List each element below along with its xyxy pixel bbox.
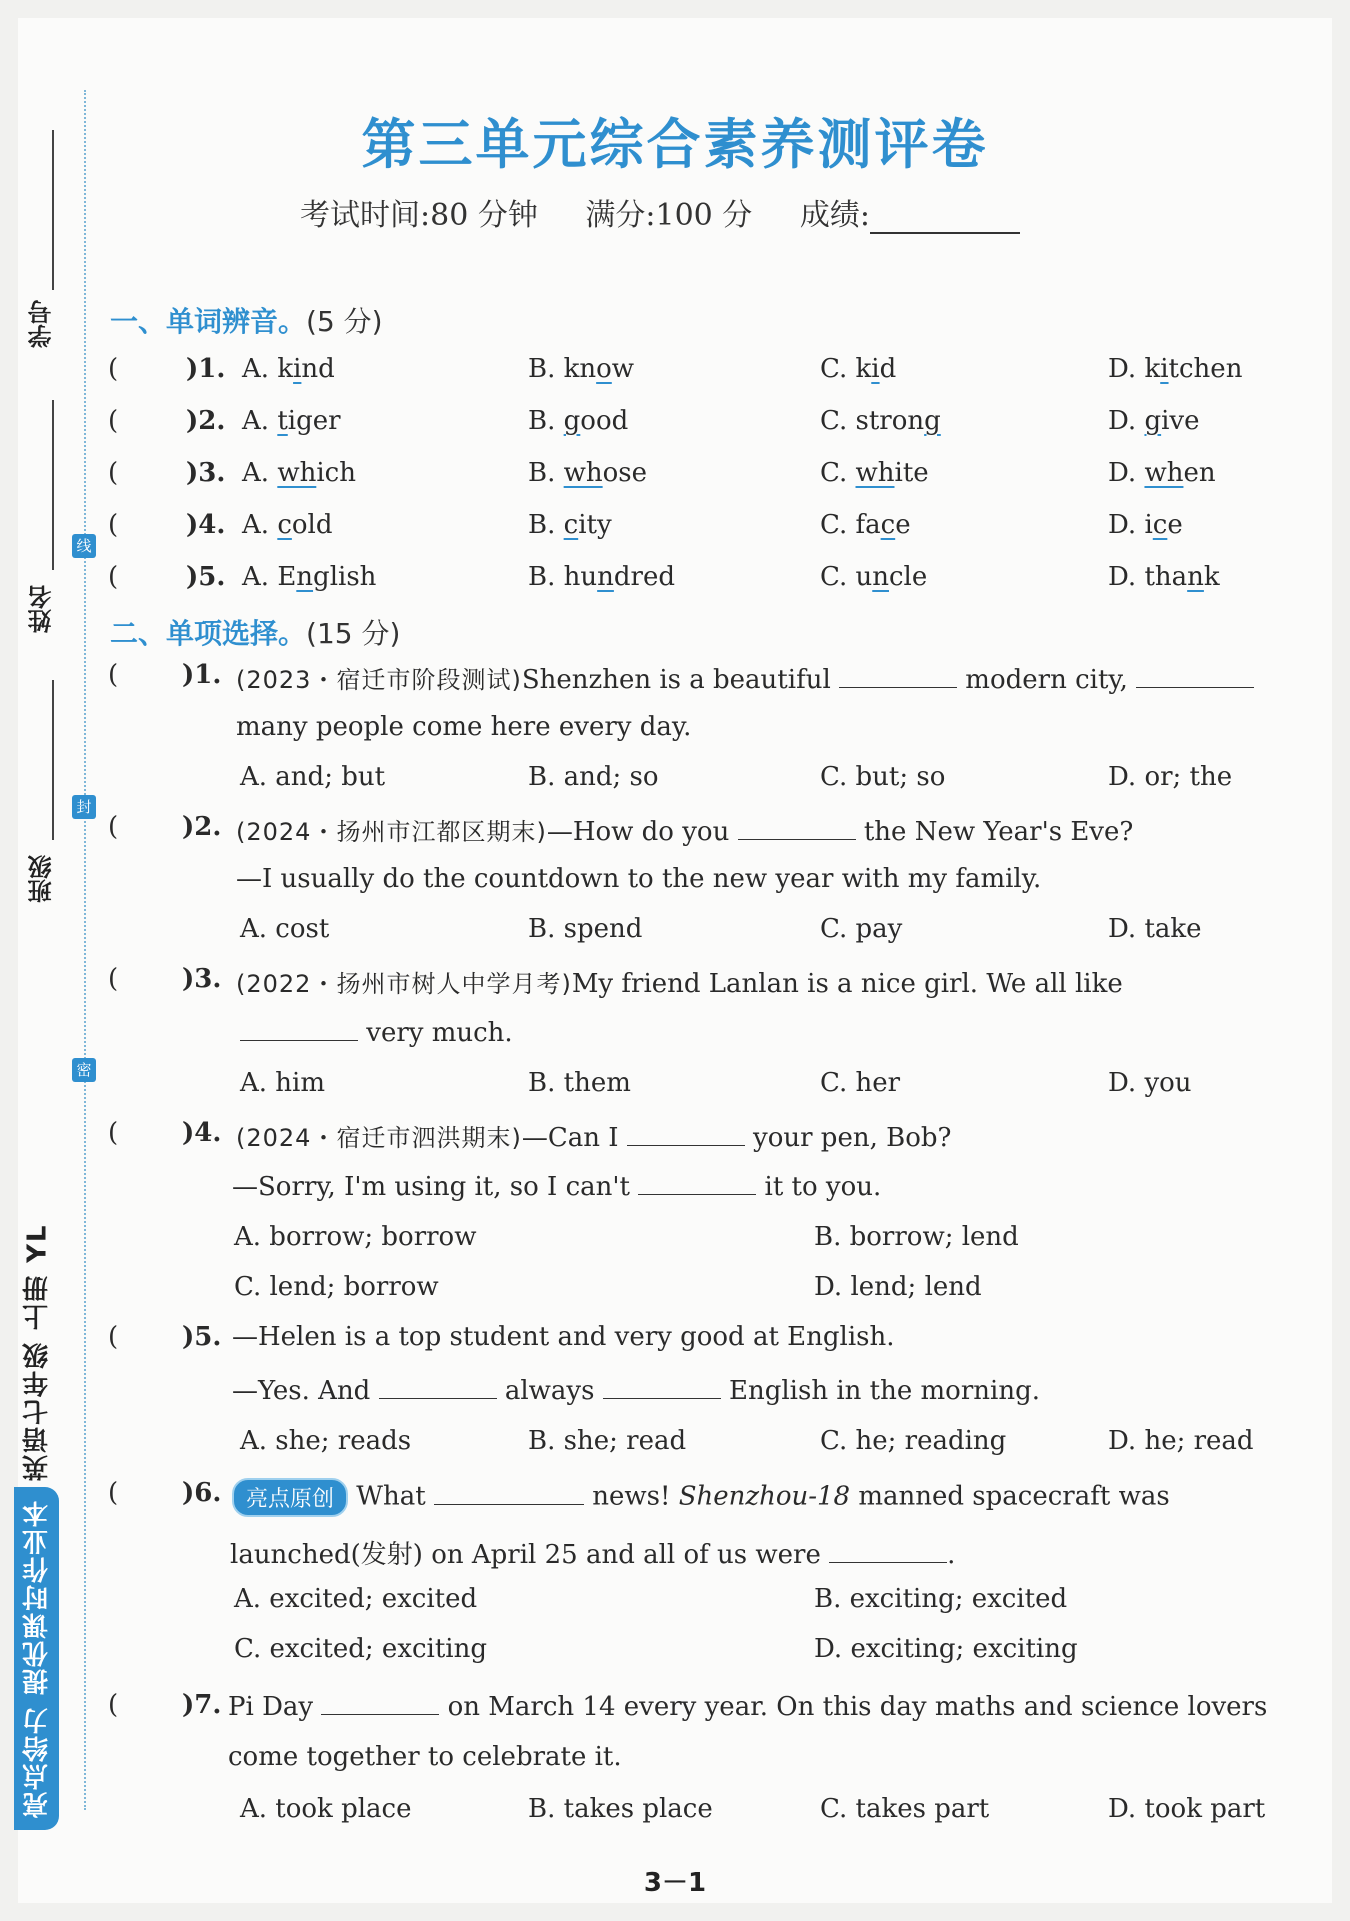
section-2-title: 二、单项选择。 <box>110 617 307 650</box>
option-b <box>528 354 634 384</box>
option-d <box>1108 510 1183 540</box>
option-letter: A. <box>242 406 270 436</box>
answer-paren[interactable]: ( <box>108 458 119 488</box>
option-c: C. but; so <box>820 762 946 792</box>
option-a <box>242 458 356 488</box>
option-letter: C. <box>820 458 848 488</box>
question-number: )5. <box>186 562 226 592</box>
word-part: k <box>855 354 872 384</box>
option-letter: B. <box>528 562 556 592</box>
question-text: What <box>356 1481 426 1512</box>
option-d <box>1108 406 1200 436</box>
question-number: )4. <box>186 510 226 540</box>
question-text: many people come here every day. <box>236 712 692 742</box>
word-part: stron <box>855 406 925 436</box>
question-text: your pen, Bob? <box>753 1123 952 1153</box>
answer-paren[interactable]: ( <box>108 812 119 842</box>
question-text: it to you. <box>764 1172 882 1202</box>
underlined-letters: wh <box>855 458 895 488</box>
question-text: —How do you <box>546 817 730 847</box>
question-number: )6. <box>182 1478 222 1508</box>
option-letter: B. <box>528 458 556 488</box>
section-1-heading <box>110 300 383 340</box>
option-b: B. and; so <box>528 762 659 792</box>
option-letter: C. <box>820 406 848 436</box>
question-row <box>108 1690 1288 1730</box>
underlined-letters: wh <box>563 458 603 488</box>
answer-paren[interactable]: ( <box>108 510 119 540</box>
question-text: —I usually do the countdown to the new year with my family. <box>236 864 1042 894</box>
option-b <box>528 458 647 488</box>
underlined-letters: c <box>563 510 579 540</box>
binding-mark-mi: 密 <box>72 1058 96 1082</box>
question-text: English in the morning. <box>729 1376 1040 1406</box>
option-d: D. took part <box>1108 1794 1266 1824</box>
section-1-title: 一、单词辨音。 <box>110 305 307 338</box>
exam-time: 考试时间:80 分钟 <box>300 198 538 233</box>
word-part: e <box>1167 510 1183 540</box>
options-row <box>108 1222 1288 1262</box>
word-part: ite <box>894 458 929 488</box>
question-number: )7. <box>182 1690 222 1720</box>
brand-grade: 英语七年级 上册 YL <box>22 1223 53 1481</box>
question-source: (2024・扬州市江都区期末) <box>236 818 547 846</box>
question-number: )3. <box>186 458 226 488</box>
student-no-label: 学号 <box>28 300 56 348</box>
options-row <box>108 1634 1288 1674</box>
question-text: —Sorry, I'm using it, so I can't <box>232 1172 630 1202</box>
word-part: dred <box>613 562 675 592</box>
question-text: come together to celebrate it. <box>228 1742 622 1772</box>
class-label: 班级 <box>28 855 56 903</box>
answer-paren[interactable]: ( <box>108 354 119 384</box>
underlined-letters: n <box>1187 562 1204 592</box>
question-text: always <box>504 1376 595 1406</box>
options-row <box>108 762 1288 802</box>
answer-paren[interactable]: ( <box>108 562 119 592</box>
word-part: ich <box>316 458 356 488</box>
question-source: (2023・宿迁市阶段测试) <box>236 666 522 694</box>
page-title: 第三单元综合素养测评卷 <box>361 113 989 176</box>
underlined-letters: c <box>277 510 292 540</box>
word-part: nd <box>301 354 335 384</box>
options-row <box>108 1794 1288 1834</box>
binding-mark-xian: 线 <box>72 534 96 558</box>
word-part: ose <box>602 458 648 488</box>
name-label: 姓名 <box>28 585 56 633</box>
question-text: on March 14 every year. On this day maths and science lovers <box>447 1692 1268 1722</box>
option-a: A. excited; excited <box>234 1584 478 1614</box>
question-row <box>108 510 1288 550</box>
original-badge: 亮点原创 <box>232 1478 348 1517</box>
score-label: 成绩: <box>799 198 870 233</box>
options-row <box>108 1584 1288 1624</box>
option-b <box>528 562 675 592</box>
option-a: A. borrow; borrow <box>234 1222 477 1252</box>
option-letter: B. <box>528 354 556 384</box>
option-a <box>242 562 376 592</box>
question-number: )2. <box>186 406 226 436</box>
question-number: )2. <box>182 812 222 842</box>
option-letter: C. <box>820 562 848 592</box>
option-a: A. she; reads <box>240 1426 412 1456</box>
answer-paren[interactable]: ( <box>108 1690 119 1720</box>
option-a: A. cost <box>240 914 330 944</box>
question-number: )5. <box>182 1322 222 1352</box>
question-text: Shenzhou-18 <box>678 1481 851 1512</box>
question-text: news! <box>592 1481 671 1512</box>
option-letter: A. <box>242 354 270 384</box>
word-part: iger <box>287 406 341 436</box>
question-source: (2022・扬州市树人中学月考) <box>236 970 572 998</box>
underlined-letters: i <box>293 354 302 384</box>
option-d: D. or; the <box>1108 762 1233 792</box>
question-number: )3. <box>182 964 222 994</box>
option-c: C. excited; exciting <box>234 1634 488 1664</box>
word-part: u <box>855 562 873 592</box>
question-text: Shenzhen is a beautiful <box>521 665 831 695</box>
word-part: en <box>1183 458 1216 488</box>
word-part: k <box>1144 354 1161 384</box>
option-c: C. pay <box>820 914 903 944</box>
option-b: B. takes place <box>528 1794 713 1824</box>
question-row <box>108 1322 1288 1362</box>
word-part: ood <box>580 406 629 436</box>
question-number: )1. <box>182 660 222 690</box>
word-part: i <box>1144 510 1153 540</box>
word-part: tha <box>1144 562 1188 592</box>
exam-meta <box>300 190 1058 234</box>
option-b: B. them <box>528 1068 631 1098</box>
question-row <box>108 660 1288 700</box>
binding-dotted-line <box>84 90 86 1810</box>
question-row <box>108 812 1288 852</box>
option-a: A. and; but <box>240 762 386 792</box>
option-a <box>242 510 333 540</box>
options-row <box>108 914 1288 954</box>
brand-name: 亮点给力 提优课时作业本 <box>15 1487 60 1830</box>
underlined-letters: g <box>563 406 581 436</box>
answer-blank[interactable] <box>1136 663 1254 688</box>
option-c <box>820 458 929 488</box>
option-d <box>1108 562 1220 592</box>
word-part: tchen <box>1168 354 1243 384</box>
option-d: D. take <box>1108 914 1202 944</box>
option-b: B. exciting; excited <box>814 1584 1068 1614</box>
question-row <box>108 1478 1288 1518</box>
question-row <box>108 458 1288 498</box>
options-row <box>108 1068 1288 1108</box>
underlined-letters: wh <box>1144 458 1184 488</box>
class-line <box>52 680 54 840</box>
underlined-letters: t <box>277 406 288 436</box>
option-a <box>242 354 335 384</box>
underlined-letters: n <box>597 562 614 592</box>
word-part: fa <box>855 510 881 540</box>
option-c <box>820 510 911 540</box>
answer-blank[interactable] <box>240 1016 358 1041</box>
option-c: C. lend; borrow <box>234 1272 439 1302</box>
option-letter: A. <box>242 562 270 592</box>
option-letter: A. <box>242 510 270 540</box>
question-text: Pi Day <box>228 1692 314 1722</box>
options-row <box>108 1426 1288 1466</box>
question-text: manned spacecraft was <box>858 1481 1170 1512</box>
question-row <box>108 562 1288 602</box>
word-part: e <box>895 510 911 540</box>
answer-blank[interactable] <box>379 1374 497 1399</box>
option-c <box>820 406 941 436</box>
answer-blank[interactable] <box>627 1121 745 1146</box>
option-d <box>1108 354 1242 384</box>
section-1-points: (5 分) <box>306 305 383 338</box>
answer-blank[interactable] <box>321 1690 439 1715</box>
option-letter: D. <box>1108 354 1137 384</box>
answer-blank[interactable] <box>738 815 856 840</box>
option-d: D. exciting; exciting <box>814 1634 1078 1664</box>
option-c: C. he; reading <box>820 1426 1007 1456</box>
answer-blank[interactable] <box>638 1170 756 1195</box>
option-d <box>1108 458 1216 488</box>
word-part: old <box>291 510 333 540</box>
question-row <box>108 406 1288 446</box>
option-letter: C. <box>820 510 848 540</box>
underlined-letters: n <box>872 562 889 592</box>
word-part: ity <box>578 510 612 540</box>
question-text: launched(发射) on April 25 and all of us were <box>230 1540 821 1570</box>
answer-blank[interactable] <box>434 1480 584 1505</box>
option-letter: D. <box>1108 562 1137 592</box>
answer-paren[interactable]: ( <box>108 1478 119 1508</box>
word-part: cle <box>889 562 928 592</box>
option-c <box>820 354 896 384</box>
word-part: k <box>1203 562 1220 592</box>
page-number: 3－1 <box>643 1868 707 1898</box>
option-c: C. her <box>820 1068 901 1098</box>
option-b: B. she; read <box>528 1426 687 1456</box>
underlined-letters: g <box>1144 406 1162 436</box>
word-part: kn <box>563 354 597 384</box>
answer-paren[interactable]: ( <box>108 1322 119 1352</box>
binding-mark-feng: 封 <box>72 795 96 819</box>
option-b: B. borrow; lend <box>814 1222 1019 1252</box>
answer-paren[interactable]: ( <box>108 964 119 994</box>
question-text: modern city, <box>965 665 1128 695</box>
option-letter: C. <box>820 354 848 384</box>
word-part: d <box>879 354 897 384</box>
option-letter: D. <box>1108 406 1137 436</box>
answer-paren[interactable]: ( <box>108 406 119 436</box>
question-text: My friend Lanlan is a nice girl. We all like <box>571 969 1123 999</box>
name-line <box>52 400 54 570</box>
option-a: A. him <box>240 1068 326 1098</box>
question-row <box>108 354 1288 394</box>
question-text: —Can I <box>521 1123 619 1153</box>
underlined-letters: g <box>924 406 941 436</box>
underlined-letters: c <box>880 510 896 540</box>
option-a: A. took place <box>240 1794 412 1824</box>
answer-blank[interactable] <box>603 1374 721 1399</box>
option-c <box>820 562 927 592</box>
question-text: . <box>947 1540 956 1570</box>
word-part: w <box>611 354 635 384</box>
underlined-letters: c <box>1152 510 1168 540</box>
option-d: D. lend; lend <box>814 1272 982 1302</box>
answer-paren[interactable]: ( <box>108 660 119 690</box>
question-text: the New Year's Eve? <box>863 817 1134 847</box>
option-a <box>242 406 341 436</box>
question-text: —Helen is a top student and very good at English. <box>232 1322 895 1352</box>
word-part: ive <box>1161 406 1200 436</box>
underlined-letters: i <box>1160 354 1169 384</box>
question-row <box>108 1118 1288 1158</box>
option-letter: A. <box>242 458 270 488</box>
option-letter: D. <box>1108 510 1137 540</box>
option-b <box>528 406 628 436</box>
options-row <box>108 1272 1288 1312</box>
word-part: glish <box>313 562 377 592</box>
answer-blank[interactable] <box>829 1538 947 1563</box>
question-number: )1. <box>186 354 226 384</box>
option-b <box>528 510 612 540</box>
underlined-letters: n <box>296 562 314 592</box>
word-part: E <box>277 562 297 592</box>
question-text: very much. <box>366 1018 513 1048</box>
option-letter: B. <box>528 510 556 540</box>
brand-strip <box>20 1180 54 1830</box>
question-row <box>108 964 1288 1004</box>
option-d: D. he; read <box>1108 1426 1254 1456</box>
section-2-points: (15 分) <box>306 617 401 650</box>
answer-blank[interactable] <box>839 663 957 688</box>
option-letter: D. <box>1108 458 1137 488</box>
full-score: 满分:100 分 <box>585 198 753 233</box>
section-2-heading <box>110 612 400 652</box>
underlined-letters: wh <box>277 458 317 488</box>
option-c: C. takes part <box>820 1794 990 1824</box>
underlined-letters: o <box>596 354 612 384</box>
word-part: hu <box>563 562 598 592</box>
option-letter: B. <box>528 406 556 436</box>
question-text: —Yes. And <box>232 1376 371 1406</box>
word-part: k <box>277 354 294 384</box>
score-blank[interactable] <box>870 204 1020 234</box>
option-b: B. spend <box>528 914 643 944</box>
answer-paren[interactable]: ( <box>108 1118 119 1148</box>
underlined-letters: i <box>871 354 880 384</box>
option-d: D. you <box>1108 1068 1192 1098</box>
question-source: (2024・宿迁市泗洪期末) <box>236 1124 522 1152</box>
question-number: )4. <box>182 1118 222 1148</box>
